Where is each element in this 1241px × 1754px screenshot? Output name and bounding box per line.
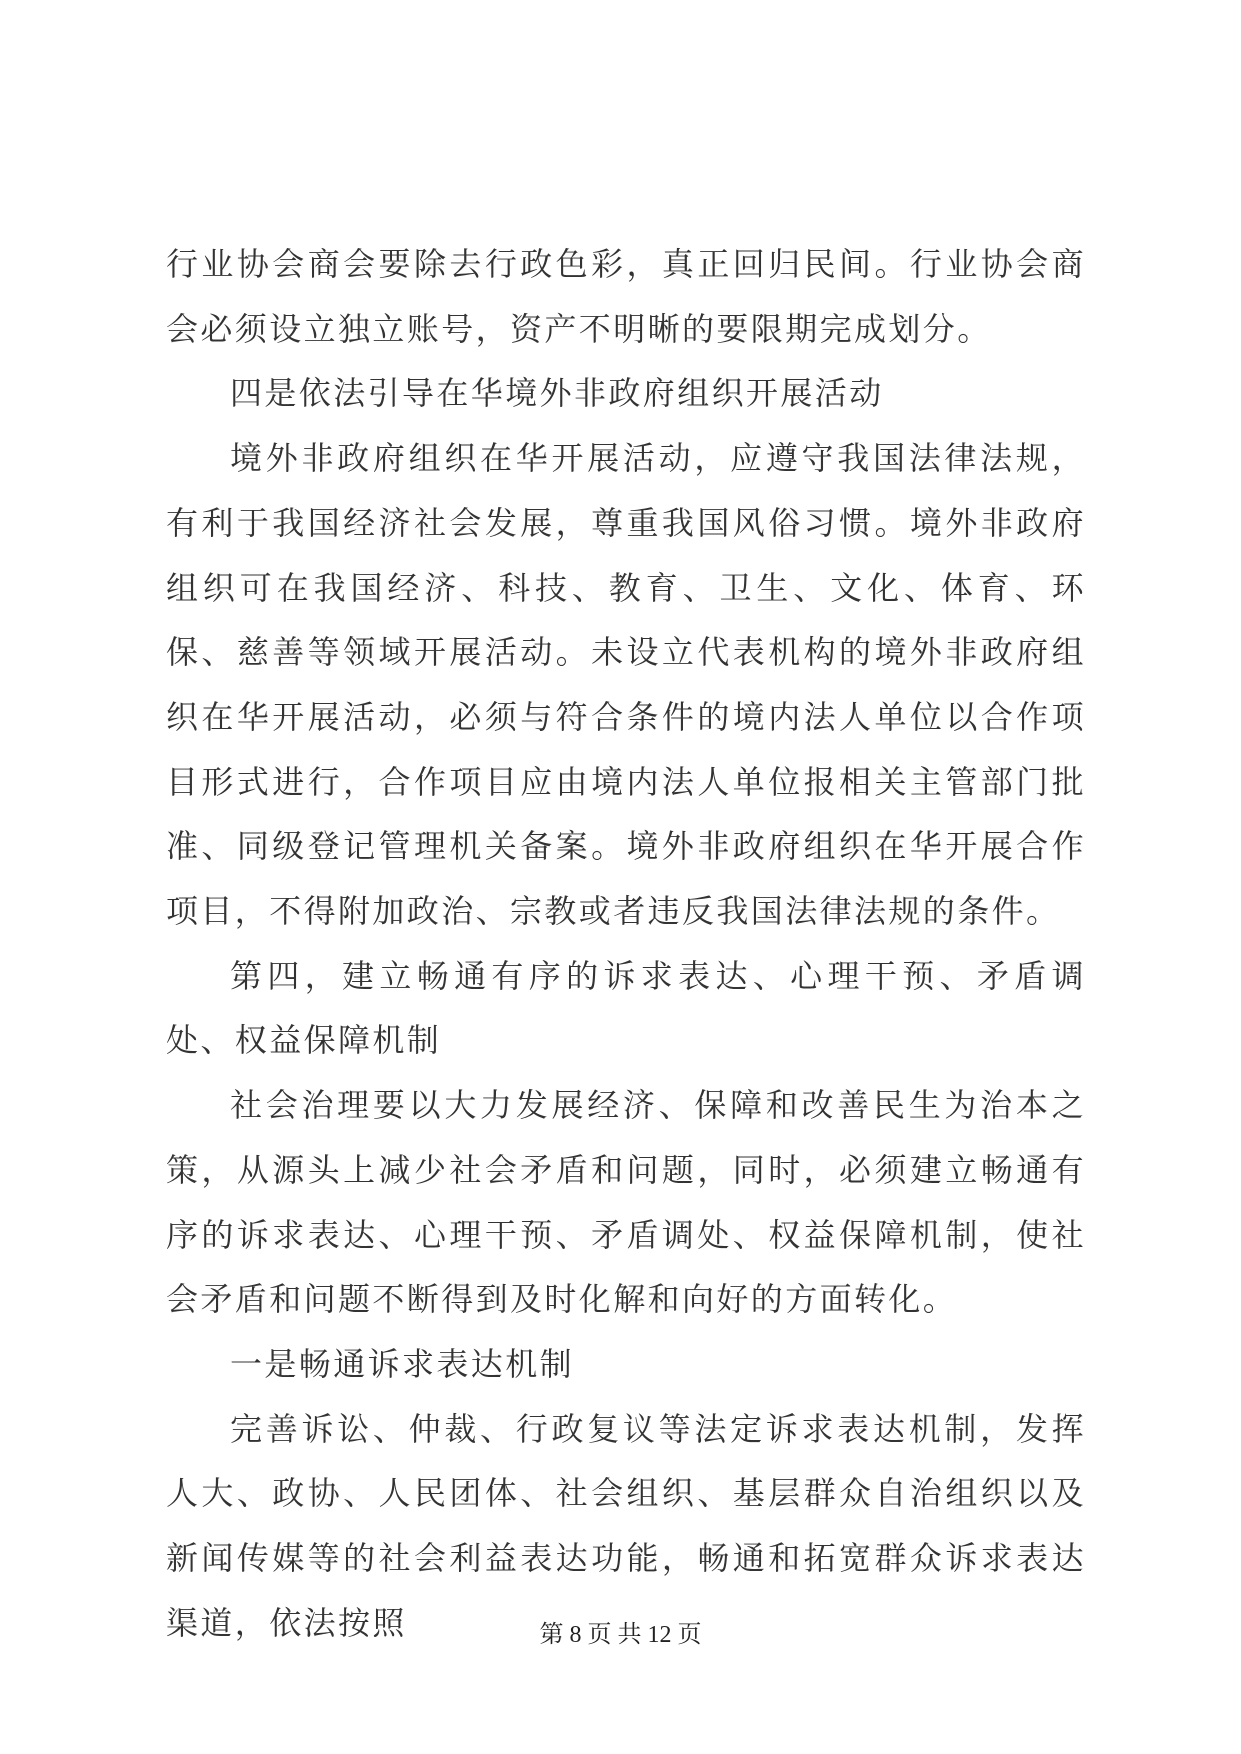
page-number-footer: 第 8 页 共 12 页 (539, 1622, 702, 1648)
paragraph-3: 境外非政府组织在华开展活动，应遵守我国法律法规，有利于我国经济社会发展，尊重我国风俗习惯。境外非政府组织可在我国经济、科技、教育、卫生、文化、体育、环保、慈善等领域开展活动。未设立代表机构的境外非政府组织在华开展活动，必须与符合条件的境内法人单位以合作项目形式进行，合作项目应由境内法人单位报相关主管部门批准、同级登记管理机关备案。境外非政府组织在华开展合作项目，不得附加政治、宗教或者违反我国法律法规的条件。 (166, 439, 1086, 931)
paragraph-4-heading: 第四，建立畅通有序的诉求表达、心理干预、矛盾调处、权益保障机制 (166, 956, 1086, 1060)
paragraph-6-heading: 一是畅通诉求表达机制 (230, 1344, 575, 1383)
paragraph-2-heading: 四是依法引导在华境外非政府组织开展活动 (230, 374, 884, 413)
paragraph-7: 完善诉讼、仲裁、行政复议等法定诉求表达机制，发挥人大、政协、人民团体、社会组织、基层群众自治组织以及新闻传媒等的社会利益表达功能，畅通和拓宽群众诉求表达渠道，依法按照 (166, 1409, 1086, 1642)
document-body (166, 232, 1086, 1655)
paragraph-1: 行业协会商会要除去行政色彩，真正回归民间。行业协会商会必须设立独立账号，资产不明晰的要限期完成划分。 (166, 245, 1086, 348)
paragraph-5: 社会治理要以大力发展经济、保障和改善民生为治本之策，从源头上减少社会矛盾和问题，同时，必须建立畅通有序的诉求表达、心理干预、矛盾调处、权益保障机制，使社会矛盾和问题不断得到及时化解和向好的方面转化。 (166, 1086, 1086, 1319)
